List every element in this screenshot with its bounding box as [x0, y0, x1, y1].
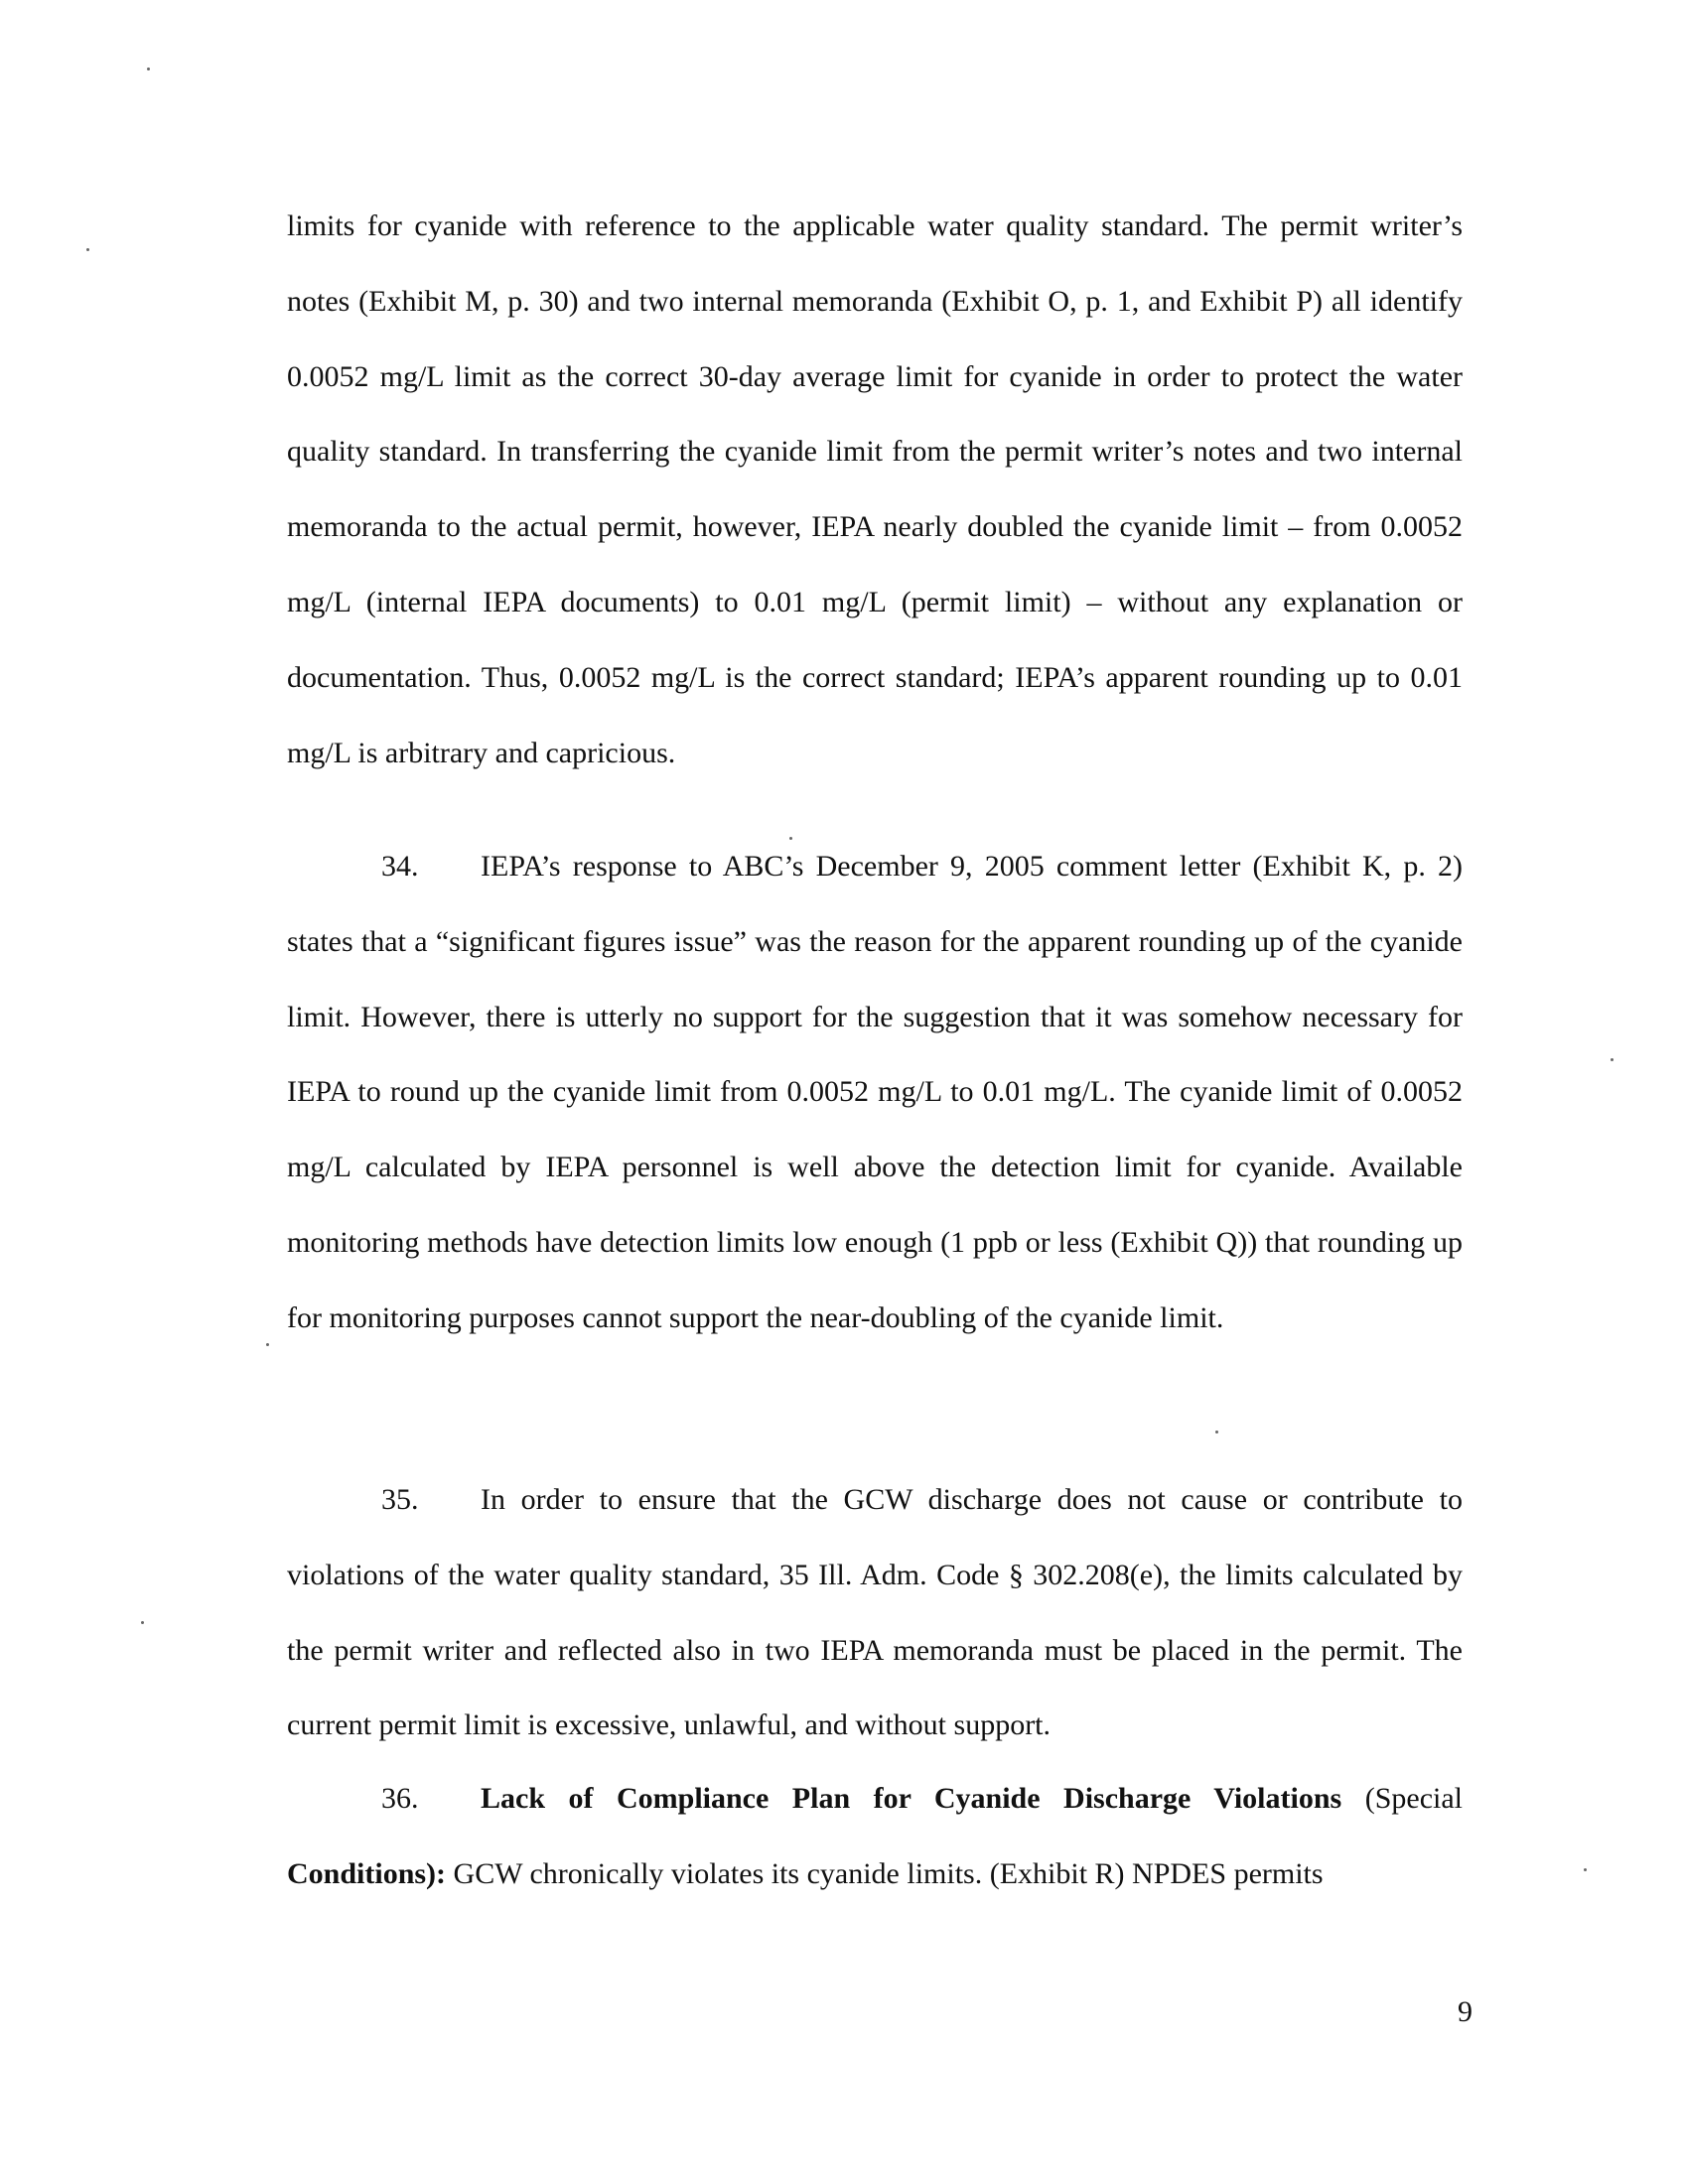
scan-speck [1611, 1058, 1614, 1061]
paragraph-number-36: 36. [381, 1782, 419, 1815]
scan-speck [789, 837, 792, 840]
section-heading-tail: (Special [1364, 1782, 1464, 1815]
page-number: 9 [1458, 1995, 1473, 2028]
paragraph-35 [287, 1462, 1463, 1763]
scan-speck [1584, 1868, 1587, 1871]
paragraph-34-text: IEPA’s response to ABC’s December 9, 2005 comment letter (Exhibit K, p. 2) states that a “significant figures issue” was the reason for the apparent rounding up of the cyanide limit. However, there is utterly no support for the suggestion that it was somehow necessary for IEPA to round up the cyanide limit from 0.0052 mg/L to 0.01 mg/L. The cyanide limit of 0.0052 mg/L calculated by IEPA personnel is well above the detection limit for cyanide. Available monitoring methods have detection limits low enough (1 ppb or less (Exhibit Q)) that rounding up for monitoring purposes cannot support the near-doubling of the cyanide limit. [287, 850, 1463, 1334]
scan-speck [86, 248, 89, 251]
paragraph-35-text: In order to ensure that the GCW discharge does not cause or contribute to violations of the water quality standard, 35 Ill. Adm. Code § 302.208(e), the limits calculated by the permit writer and reflected also in two IEPA memoranda must be placed in the permit. The current permit limit is excessive, unlawful, and without support. [287, 1483, 1463, 1742]
paragraph-36-text: GCW chronically violates its cyanide limits. (Exhibit R) NPDES permits [453, 1856, 1324, 1890]
paragraph-continuation: limits for cyanide with reference to the applicable water quality standard. The permit writer’s notes (Exhibit M, p. 30) and two internal memoranda (Exhibit O, p. 1, and Exhibit P) all identify 0.0052 mg/L limit as the correct 30-day average limit for cyanide in order to protect the water quality standard. In transferring the cyanide limit from the permit writer’s notes and two internal memoranda to the actual permit, however, IEPA nearly doubled the cyanide limit – from 0.0052 mg/L (internal IEPA documents) to 0.01 mg/L (permit limit) – without any explanation or documentation. Thus, 0.0052 mg/L is the correct standard; IEPA’s apparent rounding up to 0.01 mg/L is arbitrary and capricious. [287, 209, 1463, 769]
scan-speck [141, 1621, 144, 1624]
paragraph-number-34: 34. [381, 850, 419, 883]
paragraph-number-35: 35. [381, 1483, 419, 1516]
scan-speck [266, 1343, 269, 1346]
scan-speck [147, 68, 150, 70]
section-heading: Lack of Compliance Plan for Cyanide Discharge Violations [481, 1782, 1342, 1815]
paragraph-34 [287, 829, 1463, 1356]
scan-speck [1215, 1431, 1218, 1433]
section-heading-end: Conditions): [287, 1856, 447, 1890]
paragraph-36 [287, 1761, 1463, 1912]
